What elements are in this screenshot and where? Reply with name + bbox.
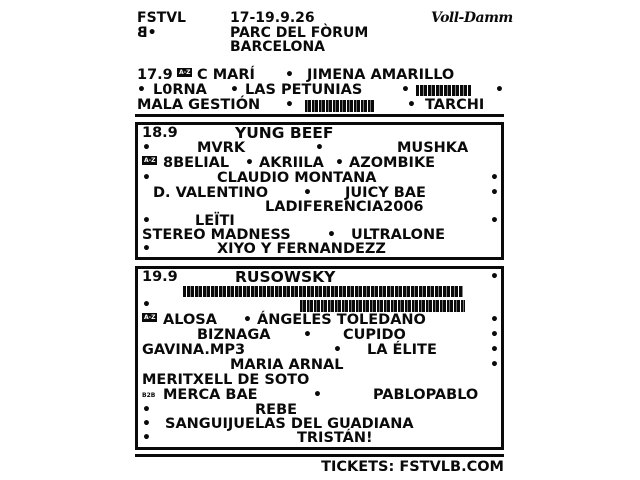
day1-row3: MALA GESTIÓN • • TARCHI [137,97,485,113]
redacted-artist [300,300,465,312]
festival-poster [135,0,513,480]
artist: ALOSA [163,312,217,328]
day2-row4: • CLAUDIO MONTANA • [142,170,499,186]
artist: GAVINA.MP3 [142,342,246,358]
day3-row6: GAVINA.MP3 • LA ÉLITE • [142,342,499,358]
day2-row5: D. VALENTINO • JUICY BAE • [153,185,499,201]
artist: LAS PETUNIAS [245,82,363,98]
artist: MUSHKA [397,140,469,156]
day2-row2: • MVRK • MUSHKA [142,140,469,156]
artist: LADIFERENCIA2006 [265,199,424,215]
artist: PABLOPABLO [373,387,479,403]
day3-row12: • TRISTÁN! [142,430,373,446]
headliner: RUSOWSKY [235,268,336,286]
az-tag: A-Z [179,69,191,76]
artist: AKRIILA [259,155,324,171]
artist: MERITXELL DE SOTO [142,372,310,388]
day3-row5: BIZNAGA • CUPIDO • [197,327,499,343]
redacted-artist [305,100,375,112]
artist: ULTRALONE [351,227,445,243]
artist: MERCA BAE [163,387,258,403]
day2-row3: A-Z 8BELIAL • AKRIILA • AZOMBIKE [144,155,436,171]
day2-row8: STEREO MADNESS • ULTRALONE [142,227,445,243]
artist: 8BELIAL [163,155,230,171]
artist: CUPIDO [343,327,406,343]
day2-row9: • XIYO Y FERNANDEZZ [142,241,386,257]
artist: MALA GESTIÓN [137,97,261,113]
redacted-artist [183,286,463,297]
day3-date: 19.9 [142,269,178,285]
tickets-link[interactable]: TICKETS: FSTVLB.COM [321,459,504,475]
festival-logo-line2: B• [137,25,157,41]
artist: MVRK [197,140,246,156]
artist: ÁNGELES TOLEDANO [257,312,426,328]
artist: BIZNAGA [197,327,271,343]
day3-row1: 19.9 RUSOWSKY • [142,268,499,286]
artist: XIYO Y FERNANDEZZ [217,241,386,257]
venue-name: PARC DEL FÒRUM [230,25,369,41]
az-tag: A-Z [144,314,156,321]
artist: LA ÉLITE [367,342,437,358]
sponsor-logo: Voll-Damm [431,10,513,26]
redacted-artist [416,85,471,96]
day2-date: 18.9 [142,125,178,141]
artist: JIMENA AMARILLO [307,67,455,83]
artist: D. VALENTINO [153,185,269,201]
day1-date: 17.9 [137,67,173,83]
festival-dates: 17-19.9.26 [230,10,315,26]
artist: REBE [255,402,298,418]
artist: CLAUDIO MONTANA [217,170,377,186]
artist: AZOMBIKE [349,155,436,171]
day1-row2: • L0RNA • LAS PETUNIAS • • [137,82,504,98]
headliner: YUNG BEEF [235,124,334,142]
day3-row9: B2B MERCA BAE • PABLOPABLO [142,387,479,403]
day2-row7: • LEÏTI • [142,213,499,229]
day3-row3: • [135,298,505,313]
artist: JUICY BAE [345,185,426,201]
day2-row1 [135,126,505,141]
artist: C MARÍ [197,67,255,83]
venue-city: BARCELONA [230,39,325,55]
day3-row11: • SANGUIJUELAS DEL GUADIANA [142,416,414,432]
artist: STEREO MADNESS [142,227,291,243]
artist: L0RNA [153,82,207,98]
footer-rule [135,454,504,457]
day3-row8 [135,373,505,388]
day2-row6 [135,200,505,215]
artist: LEÏTI [195,213,235,229]
day3-row10: • REBE [142,402,298,418]
b2b-tag: B2B [142,392,156,399]
divider-rule [135,114,504,117]
day3-row7: MARIA ARNAL • [230,357,499,373]
day3-row4: A-Z ALOSA • ÁNGELES TOLEDANO • [144,312,499,328]
artist: SANGUIJUELAS DEL GUADIANA [165,416,414,432]
artist: TRISTÁN! [297,430,373,446]
artist: TARCHI [425,97,485,113]
mirrored-b-logo: B [137,25,148,41]
az-tag: A-Z [144,157,156,164]
day1-row1: 17.9 A-Z C MARÍ • JIMENA AMARILLO [137,67,455,83]
day3-row2 [135,284,505,299]
artist: MARIA ARNAL [230,357,344,373]
festival-logo-line1: FSTVL [137,10,186,26]
